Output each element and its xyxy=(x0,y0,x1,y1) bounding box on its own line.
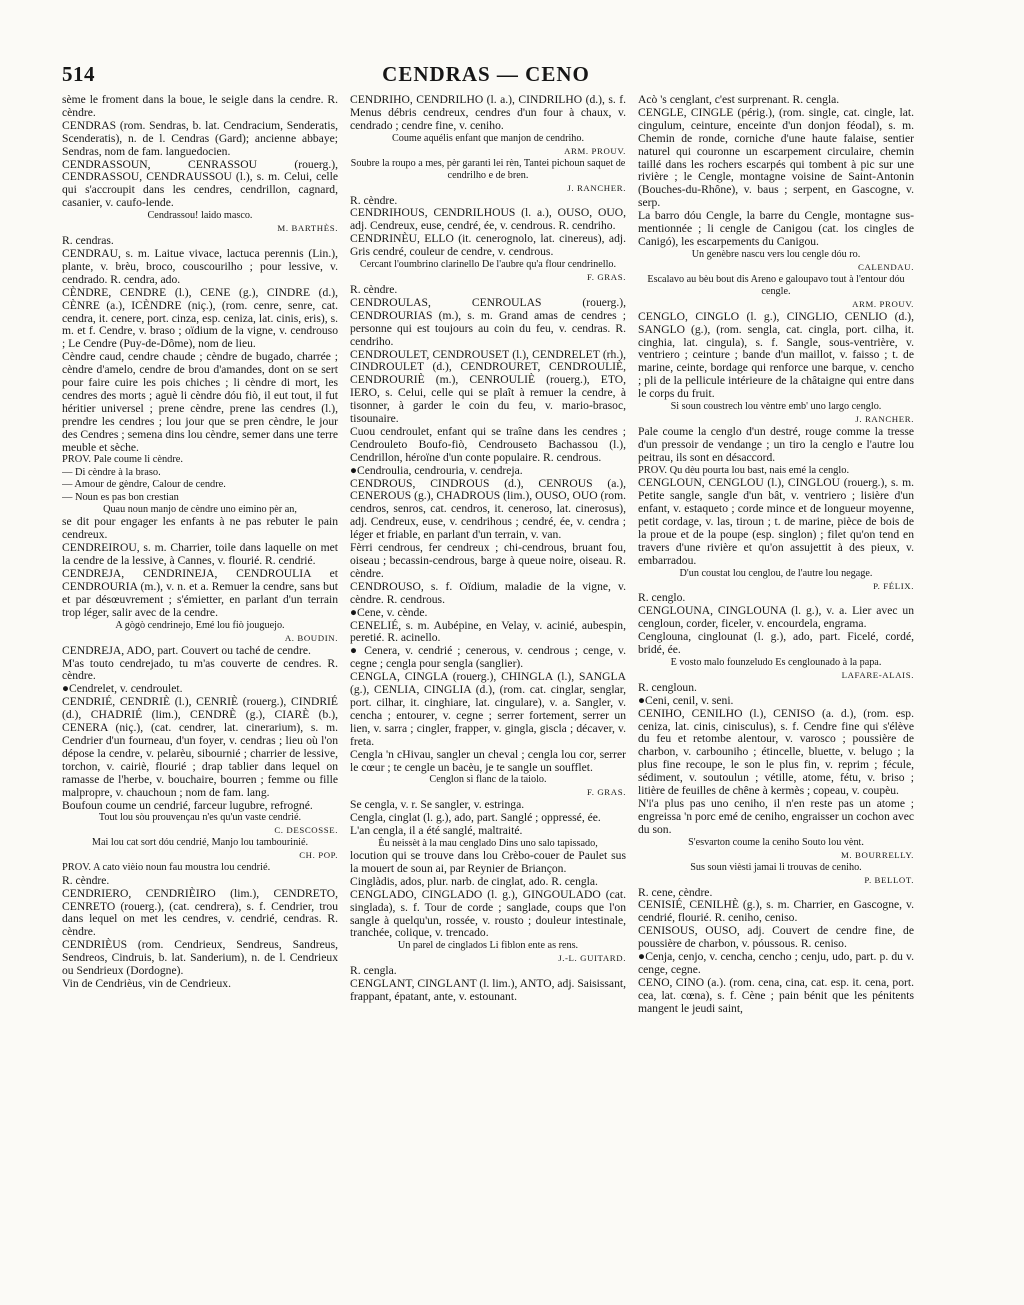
entry-text: R. cèndre. xyxy=(62,873,110,887)
dictionary-entry: CENDROUSO, s. f. Oïdium, maladie de la vigne, v. cèndre. R. cendrous. xyxy=(350,579,626,606)
entry-text: Fèrri cendrous, fer cendreux ; chi-cendrous, bruant fou, oiseau ; becassin-cendrous, barge à queue noire, oiseau. R. cèndre. xyxy=(350,541,626,580)
quotation: Si soun coustrech lou vèntre emb' uno largo cenglo. xyxy=(670,401,882,413)
quote-attribution: CH. POP. xyxy=(299,850,338,861)
quotation: Tout lou sòu prouvençau n'es qu'un vaste cendrié. xyxy=(98,812,302,824)
entry-text: ● Cenera, v. cendrié ; cenerous, v. cendrous ; cenge, v. cegne ; cengla pour sengla (sanglier). xyxy=(350,644,626,671)
dictionary-entry: CENELIÉ, s. m. Aubépine, en Velay, v. acinié, aubespin, peretié. R. acinello. xyxy=(350,618,626,645)
dictionary-entry: CENDRIÉ, CENDRIÈ (l.), CENRIÈ (rouerg.), CINDRIÉ (d.), CHADRIÉ (lim.), CENDRÈ (g.), CIARÈ (b.), CENERA (niç.), (cat. cendrer, lat. cinerarium), s. m. Cendrier d'un fourneau, d'un foyer, v. cendras ; lieu où l'on dépose la cendre, v. pelarèu, sibournié ; charrier de lessive, torchon, v. cairiè, flourié ; drap tablier dans lequel on ramasse de l'herbe, v. bouchaire, bourren ; femme ou fille malpropre, v. chauchoun ; nom de fam. lang. xyxy=(62,695,338,799)
dictionary-entry: CENGLE, CINGLE (périg.), (rom. single, cat. cingle, lat. cingulum, ceinture, enceinte d'un donjon féodal), s. m. Chemin de ronde, corniche d'une haute falaise, sentier naturel qui couronne un escarpement circulaire, chemin taillé dans les rochers escarpés qui tombent à pic sur une rivière ; le Cengle, montagne voisine de Saint-Antonin (Bouches-du-Rhône), v. baus ; serpent, en Gascogne, v. serp. xyxy=(638,105,914,210)
dictionary-entry: CENGLADO, CINGLADO (l. g.), GINGOULADO (cat. singlada), s. f. Tour de corde ; sanglade, coups que l'on sangle à quelqu'un, rossée, v. rousto ; douleur intestinale, tranchée, colique, v. trencado. xyxy=(350,887,626,940)
column-right xyxy=(638,94,914,1274)
quotation: Mai lou cat sort dóu cendrié, Manjo lou tambourinié. xyxy=(91,837,309,849)
entry-text: R. cèndre. xyxy=(350,193,398,207)
entry-text: sème le froment dans la boue, le seigle dans la cendre. R. cèndre. xyxy=(62,94,338,119)
dictionary-entry: CENDROUS, CINDROUS (d.), CENROUS (a.), CENEROUS (g.), CHADROUS (lim.), OUSO, OUO (rom. cendros, senros, cat. cendros, it. ceneroso, lat. cinerosus), adj. Cendreux, euse, v. cendrihous ; cendré, ée, v. cendra ; léger et friable, en parlant d'un terrain, v. van. xyxy=(350,476,626,542)
dictionary-entry: CENIHO, CENILHO (l.), CENISO (a. d.), (rom. esp. ceniza, lat. cinis, cinisculus), s. f. Cendre fine qui s'élève du feu et retombe alentour, v. varosco ; poussière de charbon, v. carbouniho ; étincelle, bluette, v. belugo ; la plus fine recoupe, le son le plus fin, v. reprim ; fécule, sédiment, v. soutoulun ; vétille, atome, fétu, v. briso ; litière de feuilles de chêne à kermès ; copeau, v. coupèu. xyxy=(638,706,914,798)
dictionary-entry: CENGLA, CINGLA (rouerg.), CHINGLA (l.), SANGLA (g.), CENLIA, CINGLIA (d.), (rom. cat. cinglar, senglar, port. cilhar, it. cinghiare, lat. cingulare), v. a. Sangler, v. cencha ; entourer, v. cegne ; serrer fortement, serrer un lien, v. sarra ; cingler, frapper, v. gingla, giscla ; décaver, v. freta. xyxy=(350,670,626,748)
entry-text: Cinglàdis, ados, plur. narb. de cinglat, ado. R. cengla. xyxy=(350,874,598,888)
quote-attribution: J. RANCHER. xyxy=(567,182,626,193)
running-head: CENDRAS — CENO xyxy=(382,62,590,86)
entry-text: se dit pour engager les enfants à ne pas rebuter le pain cendreux. xyxy=(62,515,338,542)
quote-attribution: J. RANCHER. xyxy=(855,414,914,425)
quote-attribution: ARM. PROUV. xyxy=(852,298,914,309)
proverb: — Di cèndre à la braso. xyxy=(62,466,161,478)
entry-text: Cengla 'n cHivau, sangler un cheval ; cengla lou cor, serrer le cœur ; te cengle un bacèu, je te sangle un soufflet. xyxy=(350,747,626,774)
dictionary-entry: CENGLOUNA, CINGLOUNA (l. g.), v. a. Lier avec un cengloun, corder, ficeler, v. encourdela, engrama. xyxy=(638,604,914,631)
dictionary-entry: CENDRIHO, CENDRILHO (l. a.), CINDRILHO (d.), s. f. Menus débris cendreux, cendres d'un four à chaux, v. cendrado ; cendre fine, v. ceniho. xyxy=(350,94,626,132)
proverb: PROV. Qu dèu pourta lou bast, nais emé la cenglo. xyxy=(638,464,850,476)
quote-attribution: ARM. PROUV. xyxy=(564,145,626,156)
entry-text: R. cengla. xyxy=(350,964,397,978)
quotation: Quau noun manjo de cèndre uno eimino pèr an, xyxy=(103,504,297,516)
dictionary-entry: CÈNDRE, CENDRE (l.), CENE (g.), CINDRE (d.), CÈNRE (a.), ICÈNDRE (niç.), (rom. cenre, senre, cat. cendra, it. cenere, port. cinza, esp. ceniza, lat. cinis, eris), s. m. et f. Cendre, v. braso ; oïdium de la vigne, v. cendrouso ; Le Cendre (Puy-de-Dôme), nom de lieu. xyxy=(62,285,338,351)
entry-text: ●Cenja, cenjo, v. cencha, cencho ; cenju, udo, part. p. du v. cenge, cegne. xyxy=(638,950,914,976)
dictionary-entry: CENDRINÈU, ELLO (it. cenerognolo, lat. cinereus), adj. Gris cendré, couleur de cendre, v. cendrous. xyxy=(350,232,626,259)
entry-text: ●Cene, v. cènde. xyxy=(350,605,428,619)
quote-attribution: J.-L. GUITARD. xyxy=(558,953,626,964)
quote-attribution: A. BOUDIN. xyxy=(284,632,338,643)
quotation: Un genèbre nascu vers lou cengle dóu ro. xyxy=(691,248,861,260)
entry-text: R. cene, cèndre. xyxy=(638,885,713,899)
entry-text: Cèndre caud, cendre chaude ; cèndre de bugado, charrée ; cèndre d'amelo, cendre de brou d'amandes, dont on se sert pour faire cuire les pois chiches ; li cèndre di mort, les cendres des morts ; aguè li cèndre dóu fiò, il eut tout, il fut héritier universel ; prene cèndre, prene las cendres (l.), prendre les cendres ; lou jour que se pren cèndre, le jour des Cendres ; semena dins lou cèndre, semer dans une terre meuble et sèche. xyxy=(62,350,338,454)
page-header xyxy=(62,62,910,86)
entry-text: Pale coume la cenglo d'un destré, rouge comme la tresse d'un pressoir de vendange ; un tiro la cenglo e l'autre lou peitrau, ils sont en désaccord. xyxy=(638,424,914,464)
column-middle xyxy=(350,94,626,1274)
quotation: A gògò cendrinejo, Emé lou fiò jouguejo. xyxy=(115,619,285,631)
text-columns xyxy=(62,94,914,1274)
entry-text: ●Ceni, cenil, v. seni. xyxy=(638,693,734,707)
entry-text: Cengla, cinglat (l. g.), ado, part. Sanglé ; oppressé, ée. xyxy=(350,811,601,825)
entry-text: ●Cendrelet, v. cendroulet. xyxy=(62,682,183,696)
entry-text: Vin de Cendrièus, vin de Cendrieux. xyxy=(62,976,231,990)
dictionary-entry: CENDREIROU, s. m. Charrier, toile dans laquelle on met la cendre de la lessive, à Cannes, v. flourié. R. cendrié. xyxy=(62,541,338,568)
quotation: S'esvarton coume la ceniho Souto lou vènt. xyxy=(688,836,864,848)
page-number: 514 xyxy=(62,62,95,86)
entry-text: R. cenglo. xyxy=(638,591,686,605)
dictionary-entry: CENDRIERO, CENDRIÈIRO (lim.), CENDRETO, CENRETO (rouerg.), (cat. cendrera), s. f. Cendrier, trou dans lequel on met les cendres, v. cendrié, cendras. R. cèndre. xyxy=(62,886,338,939)
quote-attribution: F. GRAS. xyxy=(586,272,626,283)
column-left xyxy=(62,94,338,1274)
entry-text: M'as touto cendrejado, tu m'as couverte de cendres. R. cèndre. xyxy=(62,656,338,683)
quote-attribution: P. FÉLIX. xyxy=(873,580,914,591)
entry-text: L'an cengla, il a été sanglé, maltraité. xyxy=(350,824,523,838)
entry-text: R. cengloun. xyxy=(638,680,697,694)
dictionary-entry: CENDRIÈUS (rom. Cendrieux, Sendreus, Sandreus, Sendreos, Cindruis, b. lat. Sanderium), n. de l. Cendrieux ou Sendrieux (Dordogne). xyxy=(62,938,338,978)
dictionary-entry: CENISIÉ, CENILHÈ (g.), s. m. Charrier, en Gascogne, v. cendrié, flourié. R. ceniho, ceniso. xyxy=(638,898,914,925)
dictionary-entry: CENO, CINO (a.). (rom. cena, cina, cat. esp. it. cena, port. cea, lat. cœna), s. f. Cène ; pain bénit que les pénitents mangent le jeudi saint, xyxy=(638,975,914,1015)
entry-text: La barro dóu Cengle, la barre du Cengle, montagne sus-mentionnée ; li cengle de Canigou (cat. los cingles de Canigó), les escarpements du Canigou. xyxy=(638,209,914,248)
quote-attribution: CALENDAU. xyxy=(858,261,914,272)
quote-attribution: LAFARE-ALAIS. xyxy=(841,669,914,680)
dictionary-entry: CENDRAU, s. m. Laitue vivace, lactuca perennis (Lin.), plante, v. brèu, broco, couscourilho ; pour lessive, v. cendrado. R. cendra, ado. xyxy=(62,246,338,286)
proverb: — Noun es pas bon crestian xyxy=(62,491,179,503)
quote-attribution: P. BELLOT. xyxy=(864,874,914,885)
quotation: E vosto malo founzeludo Es cenglounado à la papa. xyxy=(670,656,882,668)
proverb: — Amour de gèndre, Calour de cendre. xyxy=(62,479,226,491)
proverb: PROV. Pale coume li cèndre. xyxy=(62,454,184,466)
dictionary-entry: CENDRAS (rom. Sendras, b. lat. Cendracium, Senderatis, Scenderatis), n. de l. Cendras (Gard); ancienne abbaye; Sendras, nom de fam. languedocien. xyxy=(62,118,338,158)
dictionary-entry: CENDRASSOUN, CENRASSOU (rouerg.), CENDRASSOU, CENDRAUSSOU (l.), s. m. Celui, celle qui s'accroupit dans les cendres, cendrillon, cagnard, casanier, v. caufo-lende. xyxy=(62,157,338,210)
dictionary-entry: CENDREJA, ADO, part. Couvert ou taché de cendre. xyxy=(62,643,311,657)
quotation: Èu neissèt à la mau cenglado Dins uno salo tapissado, xyxy=(378,838,598,850)
quotation: Un parel de cinglados Li fiblon ente as rens. xyxy=(397,940,579,952)
dictionary-entry: CENDRIHOUS, CENDRILHOUS (l. a.), OUSO, OUO, adj. Cendreux, euse, cendré, ée, v. cendrous. R. cendriho. xyxy=(350,206,626,233)
dictionary-entry: CENDROULAS, CENROULAS (rouerg.), CENDROURIAS (m.), s. m. Grand amas de cendres ; personne qui est toujours au coin du feu, v. cendras. R. cendriho. xyxy=(350,295,626,348)
quotation: D'un coustat lou cenglou, de l'autre lou negage. xyxy=(679,567,873,579)
quote-attribution: M. BOURRELLY. xyxy=(841,849,914,860)
entry-text: ●Cendroulia, cendrouria, v. cendreja. xyxy=(350,463,523,477)
entry-text: Se cengla, v. r. Se sangler, v. estringa. xyxy=(350,798,525,812)
entry-text: Acò 's cenglant, c'est surprenant. R. cengla. xyxy=(638,94,840,106)
quote-attribution: F. GRAS. xyxy=(586,787,626,798)
entry-text: R. cendras. xyxy=(62,234,114,248)
quotation: Sus soun vièsti jamai li trouvas de ceniho. xyxy=(690,861,862,873)
dictionary-entry: CENGLANT, CINGLANT (l. lim.), ANTO, adj. Saisissant, frappant, épatant, ante, v. estounant. xyxy=(350,977,626,1004)
quote-attribution: M. BARTHÈS. xyxy=(277,223,338,234)
quotation: Soubre la roupo a mes, pèr garanti lei rèn, Tantei pichoun saquet de cendrilho e de bren. xyxy=(350,157,626,181)
entry-text: Boufoun coume un cendrié, farceur lugubre, refrogné. xyxy=(62,798,313,812)
entry-text: locution qui se trouve dans lou Crèbo-couer de Paulet sus la mouert de soun ai, par Reynier de Briançon. xyxy=(350,849,626,875)
dictionary-entry: CENGLO, CINGLO (l. g.), CINGLIO, CENLIO (d.), SANGLO (g.), (rom. sengla, cat. cingla, port. cilha, it. cinghia, lat. cingula), s. f. Sangle, sous-ventrière, v. ventriero ; ceinture ; bande d'un maillot, v. faisso ; t. de marine, ceinte, bordage qui renforce une barque, v. cencho ; pli de la pellicule intérieure de la châtaigne qui entre dans le corps du fruit. xyxy=(638,309,914,401)
quotation: Cercant l'oumbrino clarinello De l'aubre qu'a flour cendrinello. xyxy=(359,259,617,271)
entry-text: Cuou cendroulet, enfant qui se traîne dans les cendres ; Cendrouleto Boufo-fiò, Cendrouseto Bachassou (l.), Cendrillon, héroïne d'un conte populaire. R. cendrous. xyxy=(350,424,626,464)
entry-text: R. cèndre. xyxy=(350,282,398,296)
quotation: Coume aquélis enfant que manjon de cendriho. xyxy=(391,132,585,144)
quote-attribution: C. DESCOSSE. xyxy=(274,825,338,836)
quotation: Cenglon si flanc de la taiolo. xyxy=(429,774,547,786)
dictionary-entry: CENGLOUN, CENGLOU (l.), CINGLOU (rouerg.), s. m. Petite sangle, sangle d'un bât, v. ventriero ; lisière d'un enfant, v. estaqueto ; corde mince et de longueur moyenne, petit cordage, v. las, tiroun ; t. de marine, pièce de bois de la proue et de la poupe (esp. singlon) ; filet qu'on tend en travers d'une rivière et qu'on assujettit à des pieux, v. embarradou. xyxy=(638,476,914,567)
quotation: Escalavo au bèu bout dis Areno e galoupavo tout à l'entour dóu cengle. xyxy=(647,273,905,297)
entry-text: N'i'a plus pas uno ceniho, il n'en reste pas un atome ; engreissa 'n porc emé de ceniho, engraisser un cochon avec du son. xyxy=(638,797,914,836)
dictionary-entry: CENDROULET, CENDROUSET (l.), CENDRELET (rh.), CINDROULET (d.), CENDROURET, CENDROULIÈ, CENDROURIÈ (m.), CENROULIÈ (rouerg.), ETO, IERO, s. Celui, celle qui se plaît à remuer la cendre, à tisonner, à garder le coin du feu, v. mario-brasoc, tisounaire. xyxy=(350,347,626,426)
quotation: Cendrassou! laido masco. xyxy=(147,210,253,222)
dictionary-entry: CENISOUS, OUSO, adj. Couvert de cendre fine, de poussière de charbon, v. póussous. R. ceniso. xyxy=(638,924,914,951)
proverb: PROV. A cato vièio noun fau moustra lou cendrié. xyxy=(62,862,271,874)
entry-text: Cenglouna, cinglounat (l. g.), ado, part. Ficelé, cordé, bridé, ée. xyxy=(638,630,914,657)
dictionary-entry: CENDREJA, CENDRINEJA, CENDROULIA et CENDROURIA (m.), v. n. et a. Remuer la cendre, sans but et par désœuvrement ; s'émietter, en parlant d'un terrain trop léger, salir avec de la cendre. xyxy=(62,567,338,619)
